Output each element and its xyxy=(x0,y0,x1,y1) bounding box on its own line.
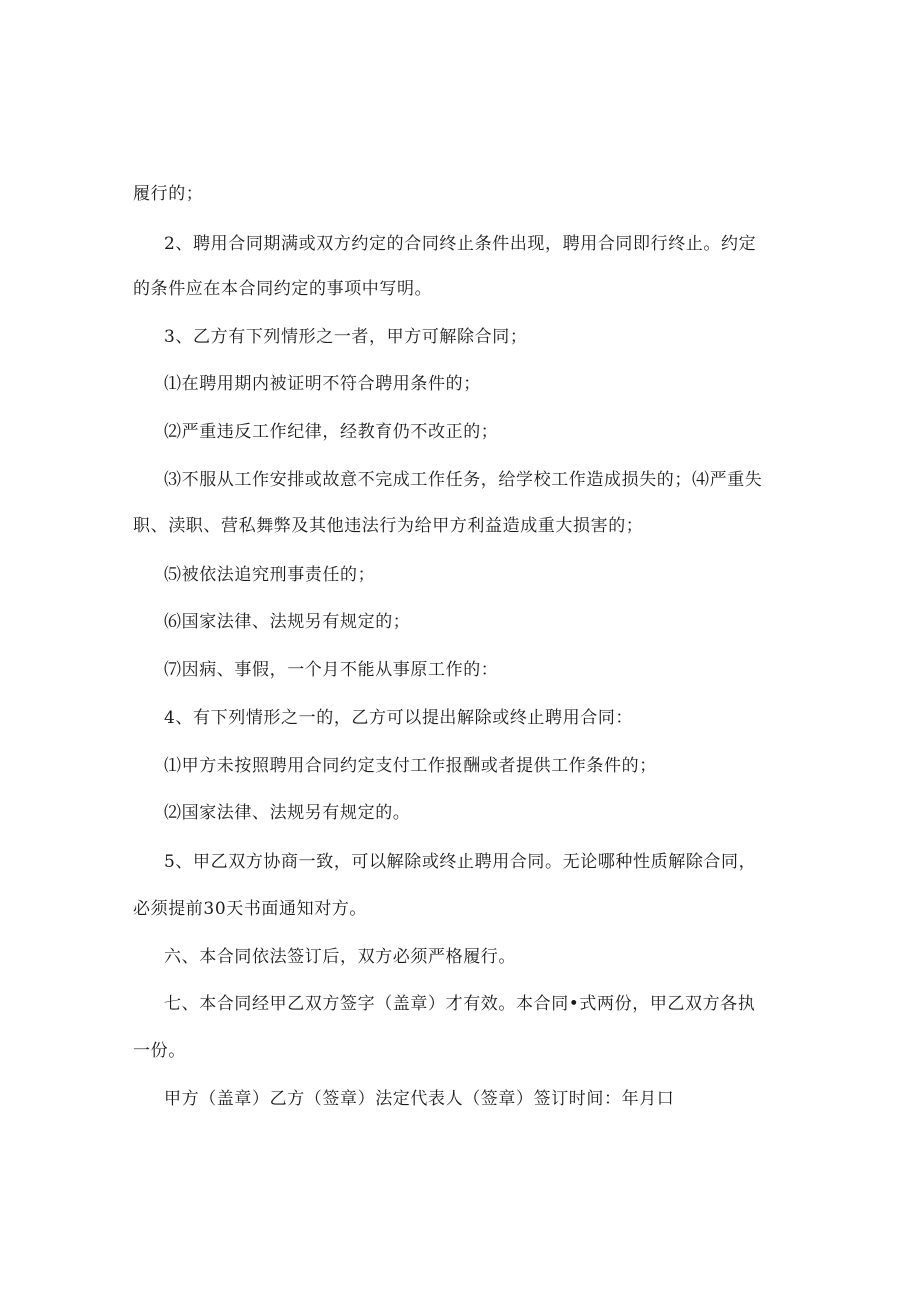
clause-2-line-2: 的条件应在本合同约定的事项中写明。 xyxy=(133,279,433,299)
clause-3-item-4-line-2: 职、渎职、营私舞弊及其他违法行为给甲方利益造成重大损害的； xyxy=(133,516,644,536)
section-7-line-2: 一份。 xyxy=(133,1041,186,1061)
clause-4-item-1: ⑴甲方未按照聘用合同约定支付工作报酬或者提供工作条件的； xyxy=(164,756,657,776)
clause-3-item-5: ⑸被依法追究刑事责任的； xyxy=(164,565,376,585)
signature-line: 甲方（盖章）乙方（签章）法定代表人（签章）签订时间：年月口 xyxy=(164,1089,675,1109)
clause-5-line-1: 5、甲乙双方协商一致，可以解除或终止聘用合同。无论哪种性质解除合同， xyxy=(164,852,757,872)
clause-3-item-1: ⑴在聘用期内被证明不符合聘用条件的； xyxy=(164,374,481,394)
section-6: 六、本合同依法签订后，双方必须严格履行。 xyxy=(164,947,516,967)
clause-3-item-7: ⑺因病、事假，一个月不能从事原工作的： xyxy=(164,660,499,680)
clause-3-heading: 3、乙方有下列情形之一者，甲方可解除合同； xyxy=(164,327,528,347)
clause-4-heading: 4、有下列情形之一的，乙方可以提出解除或终止聘用合同： xyxy=(164,708,634,728)
section-7-line-1: 七、本合同经甲乙双方签字（盖章）才有效。本合同•式两份，甲乙双方各执 xyxy=(164,994,756,1014)
clause-5-line-2: 必须提前30天书面通知对方。 xyxy=(133,899,368,919)
clause-4-item-2: ⑵国家法律、法规另有规定的。 xyxy=(164,803,411,823)
line-continuation: 履行的； xyxy=(133,184,204,204)
clause-3-item-2: ⑵严重违反工作纪律，经教育仍不改正的； xyxy=(164,422,499,442)
clause-3-item-3-line-1: ⑶不服从工作安排或故意不完成工作任务，给学校工作造成损失的；⑷严重失 xyxy=(164,470,763,490)
clause-2-line-1: 2、聘用合同期满或双方约定的合同终止条件出现，聘用合同即行终止。约定 xyxy=(164,234,757,254)
clause-3-item-6: ⑹国家法律、法规另有规定的； xyxy=(164,612,411,632)
